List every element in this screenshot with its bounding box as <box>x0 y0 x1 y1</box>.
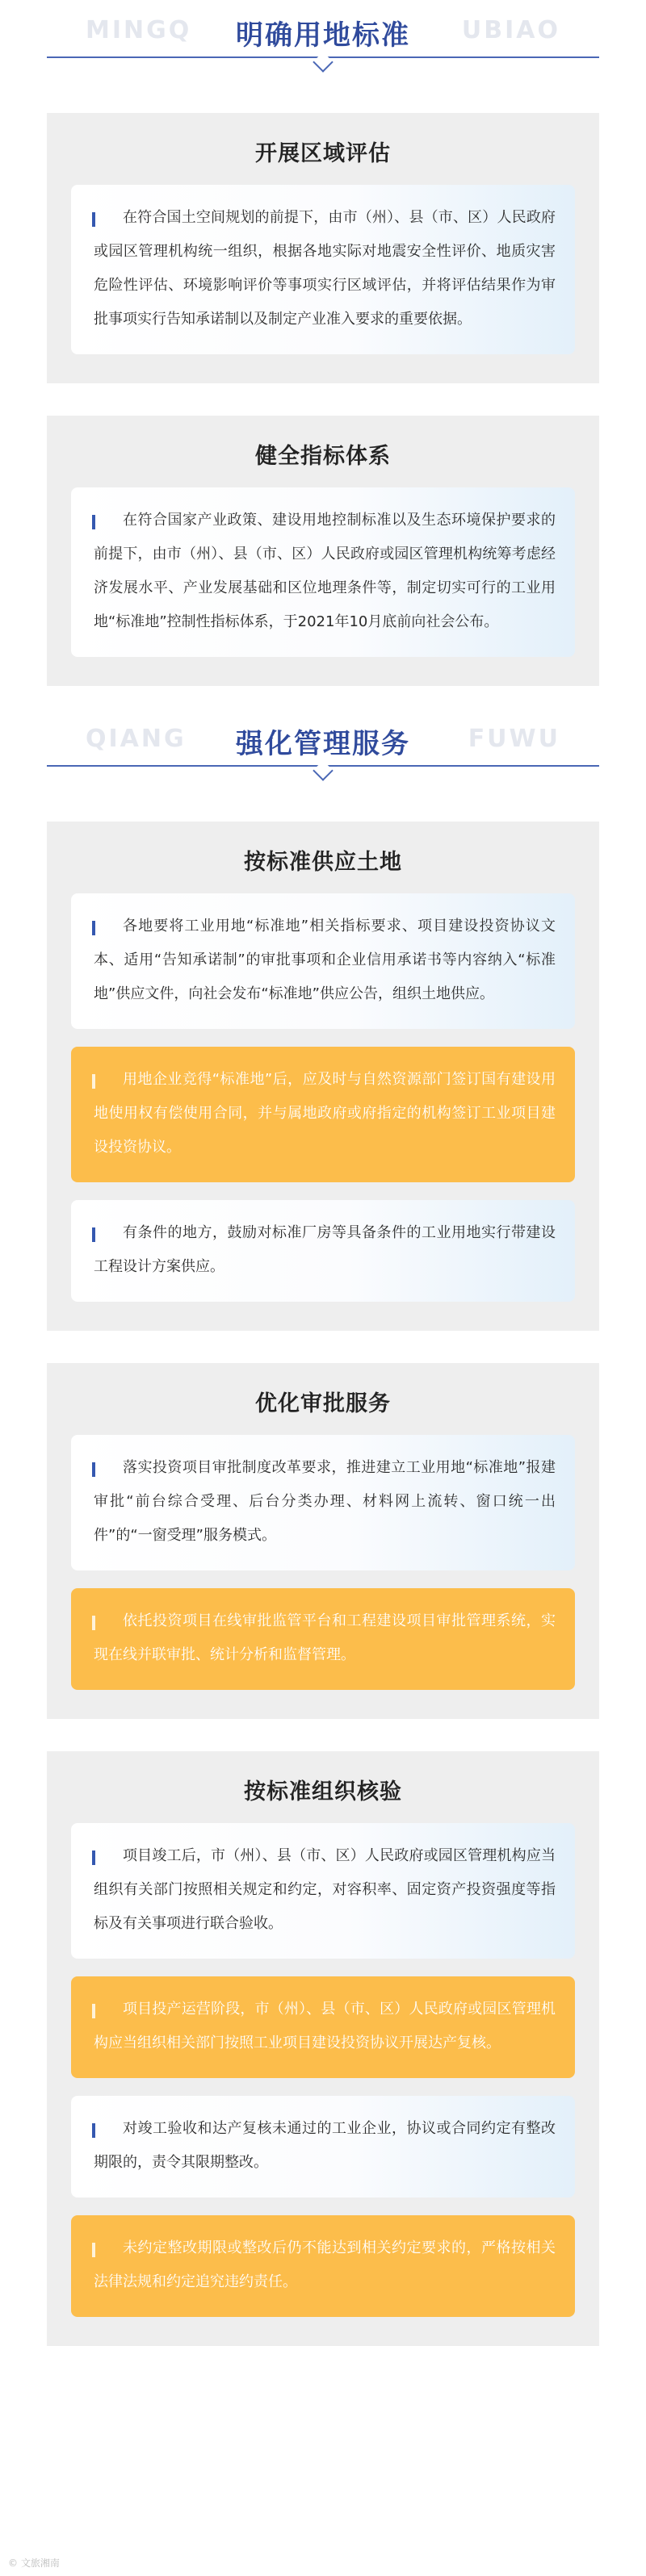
bullet-bar-icon <box>92 1227 95 1242</box>
panel <box>47 1363 599 1719</box>
panel <box>47 822 599 1331</box>
section-pinyin-left: QIANG <box>86 725 187 753</box>
panel <box>47 113 599 383</box>
card-text: 对竣工验收和达产复核未通过的工业企业，协议或合同约定有整改期限的，责令其限期整改。 <box>94 2120 556 2171</box>
card-text: 用地企业竞得“标准地”后，应及时与自然资源部门签订国有建设用地使用权有偿使用合同，并与属地政府或府指定的机构签订工业项目建设投资协议。 <box>94 1071 556 1156</box>
chevron-down-icon <box>313 52 333 72</box>
bullet-bar-icon <box>92 921 95 935</box>
bullet-bar-icon <box>92 2123 95 2138</box>
content-card <box>71 893 575 1029</box>
bullet-bar-icon <box>92 1074 95 1089</box>
section-0 <box>0 0 646 686</box>
section-1 <box>0 686 646 2346</box>
bullet-bar-icon <box>92 212 95 227</box>
panel <box>47 1751 599 2346</box>
watermark: © 文旅湘南 <box>8 2557 60 2569</box>
card-text: 各地要将工业用地“标准地”相关指标要求、项目建设投资协议文本、适用“告知承诺制”的审批事项和企业信用承诺书等内容纳入“标准地”供应文件，向社会发布“标准地”供应公告，组织土地供应。 <box>94 918 556 1002</box>
card-text: 项目投产运营阶段，市（州）、县（市、区）人民政府或园区管理机构应当组织相关部门按照工业项目建设投资协议开展达产复核。 <box>94 2001 556 2051</box>
section-title: 强化管理服务 <box>47 721 599 761</box>
chevron-down-icon <box>313 760 333 780</box>
section-title: 明确用地标准 <box>47 13 599 52</box>
panel-heading: 按标准供应土地 <box>244 850 402 875</box>
panel-heading: 开展区域评估 <box>255 141 391 166</box>
panel-heading: 按标准组织核验 <box>244 1779 402 1804</box>
section-pinyin-right: UBIAO <box>461 16 560 44</box>
bullet-bar-icon <box>92 2004 95 2018</box>
content-card <box>71 2215 575 2317</box>
content-card <box>71 1976 575 2078</box>
card-text: 在符合国土空间规划的前提下，由市（州）、县（市、区）人民政府或园区管理机构统一组织，根据各地实际对地震安全性评价、地质灾害危险性评估、环境影响评价等事项实行区域评估，并将评估结果作为审批事项实行告知承诺制以及制定产业准入要求的重要依据。 <box>94 209 556 328</box>
bullet-bar-icon <box>92 1850 95 1865</box>
bullet-bar-icon <box>92 2243 95 2257</box>
section-pinyin-right: FUWU <box>468 725 560 753</box>
bullet-bar-icon <box>92 1616 95 1630</box>
content-card <box>71 1823 575 1959</box>
content-card <box>71 185 575 354</box>
card-text: 落实投资项目审批制度改革要求，推进建立工业用地“标准地”报建审批“前台综合受理、后台分类办理、材料网上流转、窗口统一出件”的“一窗受理”服务模式。 <box>94 1459 556 1544</box>
content-card <box>71 1588 575 1690</box>
content-card <box>71 1435 575 1570</box>
card-text: 有条件的地方，鼓励对标准厂房等具备条件的工业用地实行带建设工程设计方案供应。 <box>94 1224 556 1275</box>
content-card <box>71 1200 575 1302</box>
panel <box>47 416 599 686</box>
panel-heading: 健全指标体系 <box>255 444 391 469</box>
panel-heading: 优化审批服务 <box>255 1391 391 1416</box>
card-text: 依托投资项目在线审批监管平台和工程建设项目审批管理系统，实现在线并联审批、统计分析和监督管理。 <box>94 1612 556 1663</box>
card-text: 未约定整改期限或整改后仍不能达到相关约定要求的，严格按相关法律法规和约定追究违约责任。 <box>94 2239 556 2290</box>
section-pinyin-left: MINGQ <box>86 16 192 44</box>
card-text: 项目竣工后，市（州）、县（市、区）人民政府或园区管理机构应当组织有关部门按照相关规定和约定，对容积率、固定资产投资强度等指标及有关事项进行联合验收。 <box>94 1847 556 1932</box>
section-header <box>47 721 599 778</box>
card-text: 在符合国家产业政策、建设用地控制标准以及生态环境保护要求的前提下，由市（州）、县（市、区）人民政府或园区管理机构统筹考虑经济发展水平、产业发展基础和区位地理条件等，制定切实可行的工业用地“标准地”控制性指标体系，于2021年10月底前向社会公布。 <box>94 512 556 630</box>
bullet-bar-icon <box>92 1462 95 1477</box>
content-card <box>71 2096 575 2198</box>
content-card <box>71 1047 575 1182</box>
content-card <box>71 487 575 657</box>
bullet-bar-icon <box>92 515 95 529</box>
section-header <box>47 13 599 69</box>
